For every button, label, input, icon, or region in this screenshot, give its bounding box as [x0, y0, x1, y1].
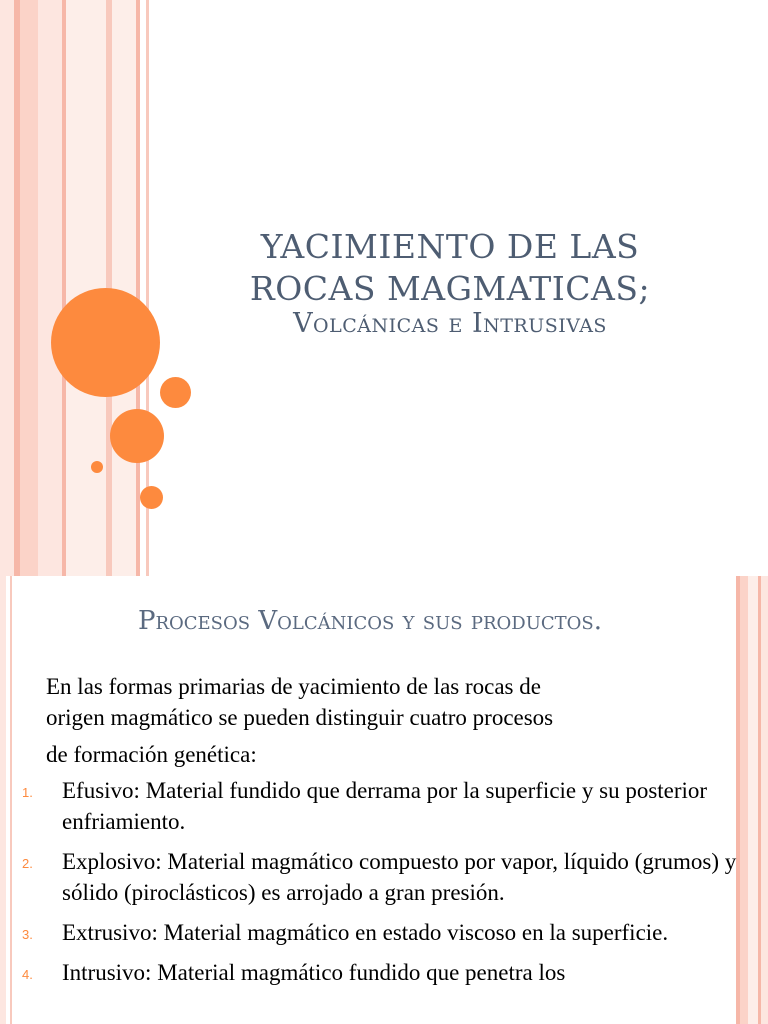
title-line-2: ROCAS MAGMATICAS; [249, 269, 651, 308]
process-list [0, 775, 760, 997]
list-item-text: Intrusivo: Material magmático fundido que penetra los [62, 960, 566, 985]
title-line-1: YACIMIENTO DE LAS [260, 227, 640, 266]
list-item [0, 846, 760, 908]
decor-stripe [20, 0, 38, 576]
decor-stripe [0, 0, 14, 576]
list-item-text: Explosivo: Material magmático compuesto por vapor, líquido (grumos) y sólido (piroclásticos) es arrojado a gran presión. [62, 849, 737, 905]
decor-circle-small [140, 486, 163, 509]
decor-stripe [38, 0, 62, 576]
intro-line: En las formas primarias de yacimiento de las rocas de [46, 674, 541, 699]
decor-stripe [136, 0, 140, 576]
list-item [0, 957, 760, 988]
intro-line: origen magmático se pueden distinguir cuatro procesos [46, 705, 554, 730]
slide-title: Procesos Volcánicos y sus productos. [137, 606, 603, 636]
decor-circle-tiny [91, 461, 103, 473]
decor-circle-large [51, 288, 160, 397]
list-item-text: Extrusivo: Material magmático en estado viscoso en la superficie. [62, 920, 669, 945]
list-item-text: Efusivo: Material fundido que derrama por la superficie y su posterior enfriamiento. [62, 778, 708, 834]
decor-circle [160, 377, 191, 408]
decor-stripe [761, 576, 768, 1024]
list-item [0, 917, 760, 948]
list-number: 2. [22, 856, 33, 871]
intro-paragraph [46, 671, 736, 770]
intro-line: de formación genética: [46, 742, 257, 767]
list-number: 4. [22, 967, 33, 982]
list-number: 3. [22, 927, 33, 942]
slide-subtitle: Volcánicas e Intrusivas [293, 308, 607, 339]
slide-title [180, 226, 720, 310]
decor-circle [110, 409, 164, 463]
list-number: 1. [22, 785, 33, 800]
content-slide [0, 576, 768, 1024]
list-item [0, 775, 760, 837]
